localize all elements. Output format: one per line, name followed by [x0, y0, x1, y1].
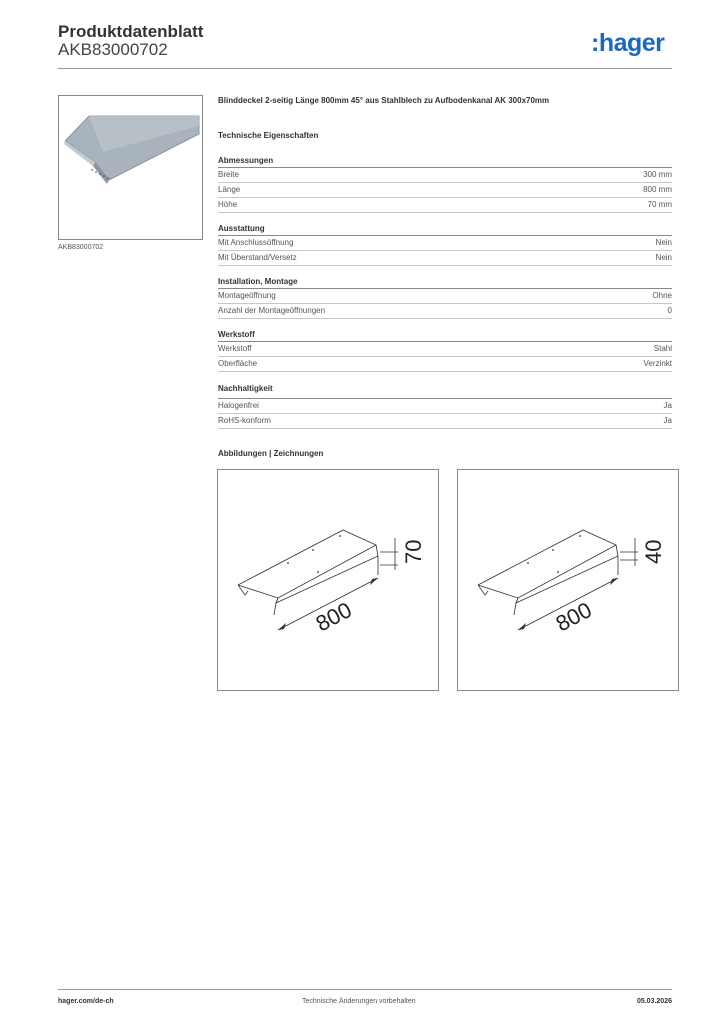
length-dimension-label: 800 [311, 597, 356, 637]
spec-label: RoHS-konform [218, 416, 271, 425]
page-title: Produktdatenblatt [58, 22, 204, 41]
figures-title: Abbildungen | Zeichnungen [218, 449, 324, 458]
spec-value: 0 [667, 306, 672, 315]
group-title: Nachhaltigkeit [218, 384, 672, 399]
spec-value: 800 mm [643, 185, 672, 194]
group-title: Abmessungen [218, 156, 672, 168]
spec-label: Mit Überstand/Versetz [218, 253, 297, 262]
length-dimension-label: 800 [551, 597, 596, 637]
group-title: Ausstattung [218, 224, 672, 236]
spec-row [218, 236, 672, 251]
spec-value: Nein [655, 253, 672, 262]
spec-row [218, 251, 672, 266]
spec-value: 70 mm [647, 200, 672, 209]
spec-row [218, 414, 672, 429]
article-number: AKB83000702 [58, 40, 168, 59]
product-description: Blinddeckel 2-seitig Länge 800mm 45° aus Stahlblech zu Aufbodenkanal AK 300x70mm [218, 96, 550, 105]
group-installation [218, 277, 672, 319]
cover-plate-illustration [59, 96, 202, 239]
group-material [218, 330, 672, 372]
spec-value: 300 mm [643, 170, 672, 179]
footer-divider [58, 989, 672, 990]
footer-website-link[interactable]: hager.com/de-ch [58, 998, 114, 1005]
spec-label: Mit Anschlussöffnung [218, 238, 294, 247]
spec-value: Nein [655, 238, 672, 247]
spec-label: Breite [218, 170, 239, 179]
technical-drawing [457, 469, 679, 691]
spec-label: Anzahl der Montageöffnungen [218, 306, 326, 315]
spec-row [218, 183, 672, 198]
product-image [58, 95, 203, 240]
spec-value: Ohne [652, 291, 672, 300]
spec-label: Höhe [218, 200, 238, 209]
spec-label: Halogenfrei [218, 401, 259, 410]
spec-row [218, 399, 672, 414]
image-caption: AKB83000702 [58, 244, 104, 251]
height-dimension-label: 40 [641, 539, 666, 564]
group-title: Installation, Montage [218, 277, 672, 289]
group-sustainability [218, 384, 672, 429]
footer-date: 05.03.2026 [636, 998, 672, 1005]
group-equipment [218, 224, 672, 266]
spec-row [218, 198, 672, 213]
footer-notice: Technische Änderungen vorbehalten [302, 998, 416, 1005]
spec-row [218, 357, 672, 372]
spec-value: Verzinkt [643, 359, 672, 368]
spec-value: Ja [663, 416, 672, 425]
technical-drawing [217, 469, 439, 691]
group-dimensions [218, 156, 672, 213]
spec-value: Stahl [653, 344, 672, 353]
group-title: Werkstoff [218, 330, 672, 342]
header-divider [58, 68, 672, 69]
spec-row [218, 304, 672, 319]
spec-value: Ja [663, 401, 672, 410]
spec-label: Länge [218, 185, 241, 194]
spec-label: Montageöffnung [218, 291, 276, 300]
spec-label: Oberfläche [218, 359, 258, 368]
spec-row [218, 168, 672, 183]
drawing-svg [218, 470, 438, 690]
drawing-svg [458, 470, 678, 690]
spec-row [218, 289, 672, 304]
technical-properties-title: Technische Eigenschaften [218, 131, 319, 140]
spec-label: Werkstoff [218, 344, 252, 353]
spec-row [218, 342, 672, 357]
height-dimension-label: 70 [401, 539, 426, 564]
hager-logo: :hager [591, 29, 665, 57]
